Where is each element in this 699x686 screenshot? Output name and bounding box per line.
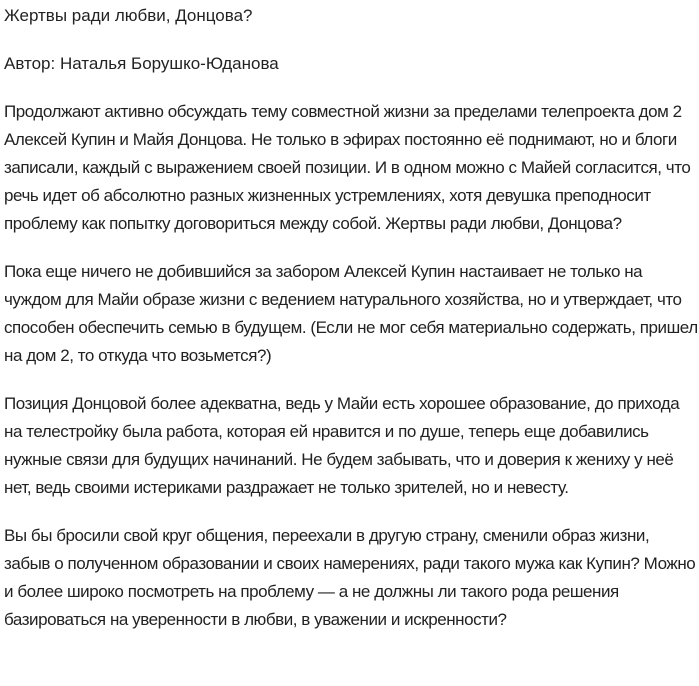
article-paragraph-3: Позиция Донцовой более адекватна, ведь у Майи есть хорошее образование, до прихода на телестройку была работа, которая ей нравится и по душе, теперь еще добавились нужные связи для будущих начинаний. Не будем забывать, что и доверия к жениху у неё нет, ведь своими истериками раздражает не только зрителей, но и невесту.: [4, 394, 680, 497]
article-paragraph-1: Продолжают активно обсуждать тему совместной жизни за пределами телепроекта дом 2 Алексей Купин и Майя Донцова. Не только в эфирах постоянно её поднимают, но и блоги записали, каждый с выражением своей позиции. И в одном можно с Майей согласится, что речь идет об абсолютно разных жизненных устремлениях, хотя девушка преподносит проблему как попытку договориться между собой. Жертвы ради любви, Донцова?: [4, 102, 691, 233]
article-paragraph-4: Вы бы бросили свой круг общения, переехали в другую страну, сменили образ жизни, забыв о полученном образовании и своих намерениях, ради такого мужа как Купин? Можно и более широко посмотреть на проблему — а не должны ли такого рода решения базироваться на уверенности в любви, в уважении и искренности?: [4, 526, 696, 629]
article-title: Жертвы ради любви, Донцова?: [4, 6, 253, 25]
article-author: Автор: Наталья Борушко-Юданова: [4, 54, 279, 73]
article-paragraph-2: Пока еще ничего не добившийся за забором Алексей Купин настаивает не только на чуждом для Майи образе жизни с ведением натурального хозяйства, но и утверждает, что способен обеспечить семью в будущем. (Если не мог себя материально содержать, пришел на дом 2, то откуда что возьмется?): [4, 262, 698, 365]
